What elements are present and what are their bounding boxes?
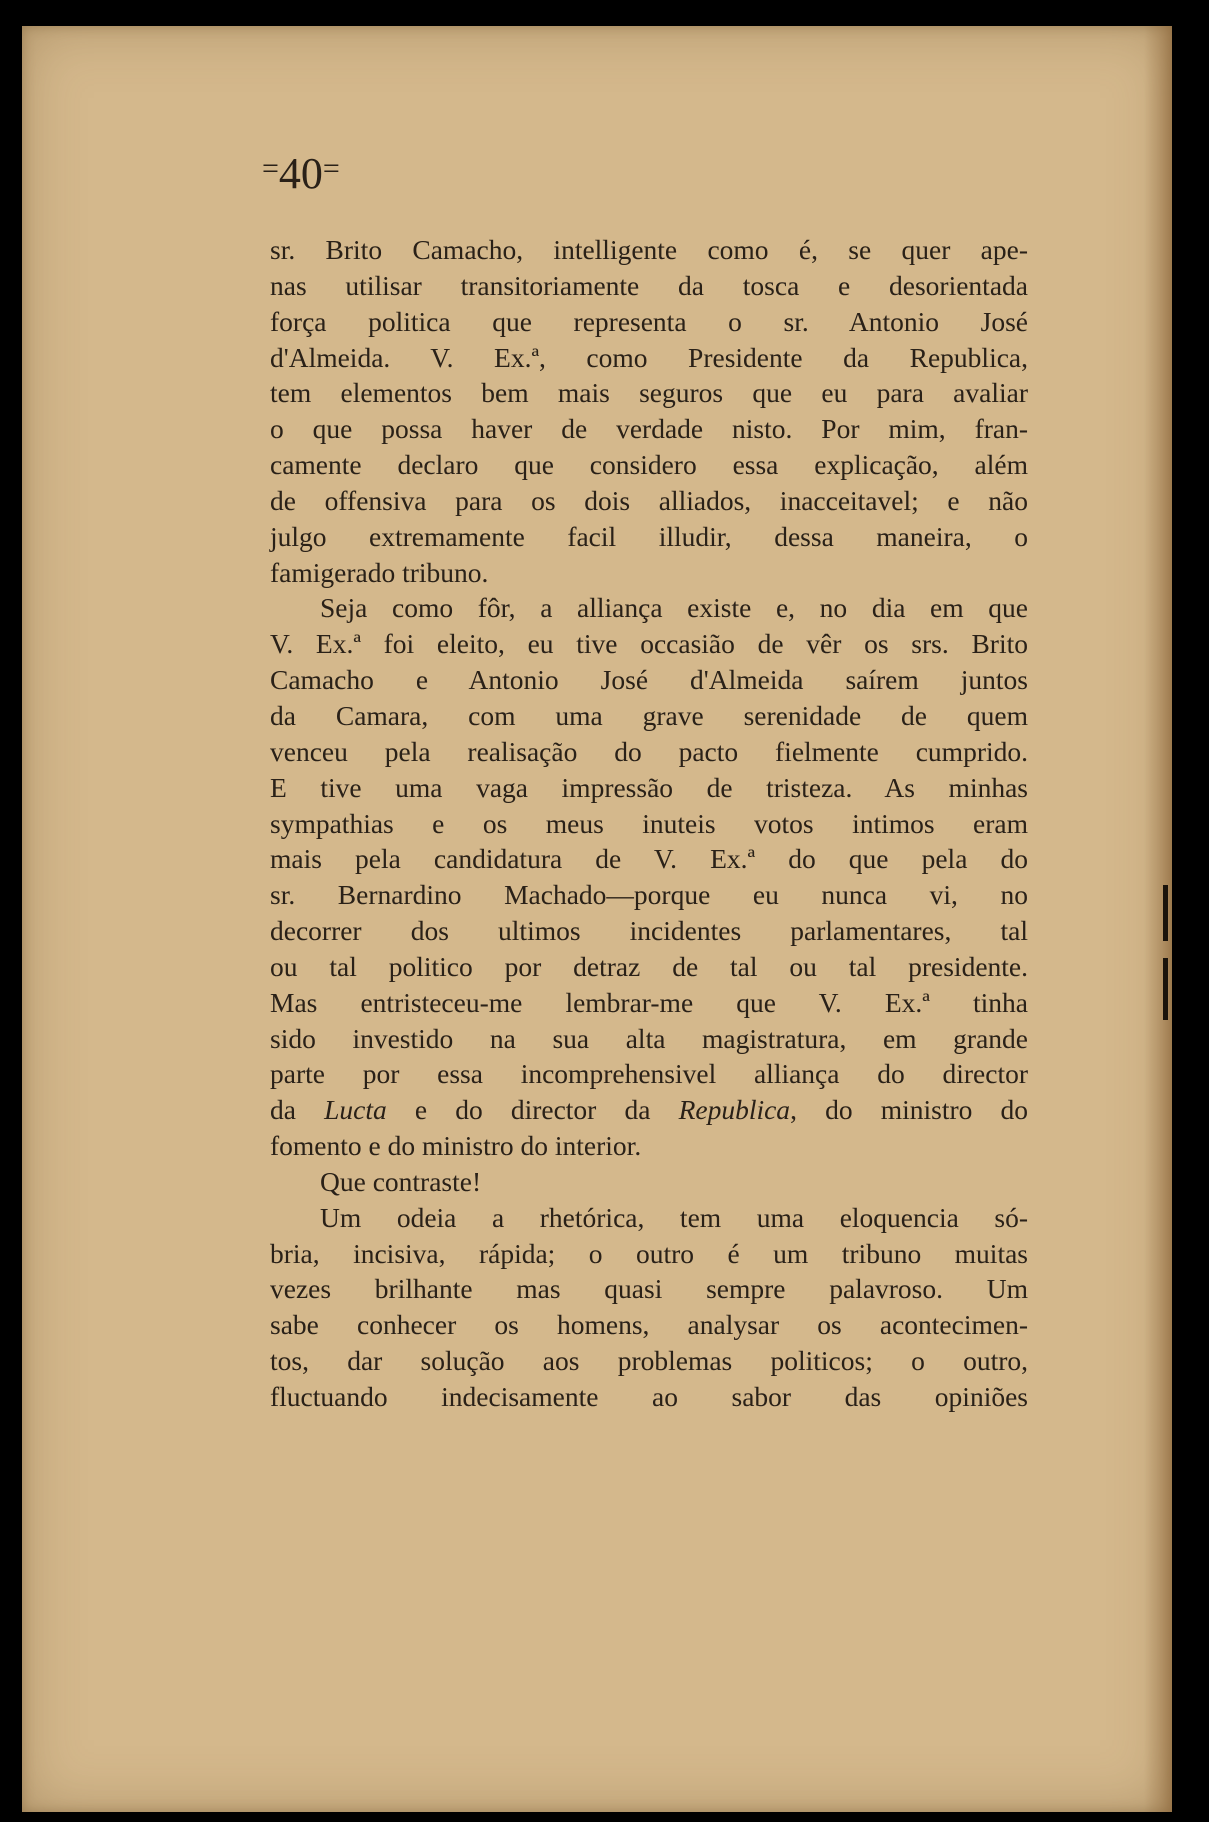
text-line: sabe conhecer os homens, analysar os acontecimen-: [270, 1309, 1028, 1341]
text-line-with-italics: [270, 1092, 1028, 1128]
text-line: sr. Brito Camacho, intelligente como é, se quer ape-: [270, 234, 1028, 265]
text-line: mais pela candidatura de V. Ex.ª do que pela do: [270, 843, 1028, 875]
page-number-dash-left: =: [262, 152, 279, 185]
text-line: tem elementos bem mais seguros que eu para avaliar: [270, 377, 1028, 409]
text-line: famigerado tribuno.: [270, 556, 489, 588]
newspaper-title-republica: Republica: [678, 1094, 791, 1126]
text-segment: da: [270, 1094, 325, 1126]
text-line: tos, dar solução aos problemas politicos; o outro,: [270, 1345, 1028, 1377]
text-line: fomento e do ministro do interior.: [270, 1130, 642, 1162]
text-line: o que possa haver de verdade nisto. Por mim, fran-: [270, 413, 1028, 445]
page-number-header: [262, 149, 340, 198]
margin-mark: [1163, 958, 1168, 1020]
margin-mark: [1163, 885, 1168, 941]
text-line: nas utilisar transitoriamente da tosca e desorientada: [270, 269, 1028, 301]
text-segment: , do ministro do: [790, 1094, 1028, 1126]
newspaper-title-lucta: Lucta: [324, 1094, 387, 1126]
text-line: venceu pela realisação do pacto fielmente cumprido.: [270, 735, 1028, 767]
paragraph-start-line: Um odeia a rhetórica, tem uma eloquencia só-: [320, 1201, 1028, 1233]
text-line: Camacho e Antonio José d'Almeida saírem juntos: [270, 664, 1028, 696]
text-line: Mas entristeceu-me lembrar-me que V. Ex.ª tinha: [270, 986, 1028, 1018]
paragraph-start-line: Seja como fôr, a alliança existe e, no dia em que: [320, 592, 1028, 624]
page-number-dash-right: =: [322, 152, 340, 185]
text-line: fluctuando indecisamente ao sabor das opiniões: [270, 1381, 1028, 1412]
text-line: de offensiva para os dois alliados, inacceitavel; e não: [270, 484, 1028, 516]
paragraph-start-line: Que contraste!: [320, 1165, 482, 1197]
text-line: sido investido na sua alta magistratura, em grande: [270, 1022, 1028, 1054]
text-line: da Camara, com uma grave serenidade de quem: [270, 699, 1028, 731]
text-line: d'Almeida. V. Ex.ª, como Presidente da Republica,: [270, 341, 1028, 373]
text-line: sr. Bernardino Machado—porque eu nunca vi, no: [270, 879, 1028, 911]
text-line: decorrer dos ultimos incidentes parlamentares, tal: [270, 915, 1028, 947]
text-line: força politica que representa o sr. Antonio José: [270, 305, 1028, 337]
text-line: sympathias e os meus inuteis votos intimos eram: [270, 807, 1028, 839]
body-text: [270, 232, 1028, 1415]
text-segment: e do director da: [386, 1094, 679, 1126]
text-line: bria, incisiva, rápida; o outro é um tribuno muitas: [270, 1237, 1028, 1269]
text-line: parte por essa incomprehensivel alliança do director: [270, 1058, 1028, 1090]
page-number: 40: [278, 149, 323, 198]
text-line: vezes brilhante mas quasi sempre palavroso. Um: [270, 1273, 1028, 1305]
text-line: E tive uma vaga impressão de tristeza. As minhas: [270, 771, 1028, 803]
text-line: julgo extremamente facil illudir, dessa maneira, o: [270, 520, 1028, 552]
text-line: ou tal politico por detraz de tal ou tal presidente.: [270, 950, 1028, 982]
text-line: V. Ex.ª foi eleito, eu tive occasião de vêr os srs. Brito: [270, 628, 1028, 660]
text-line: camente declaro que considero essa explicação, além: [270, 449, 1028, 481]
